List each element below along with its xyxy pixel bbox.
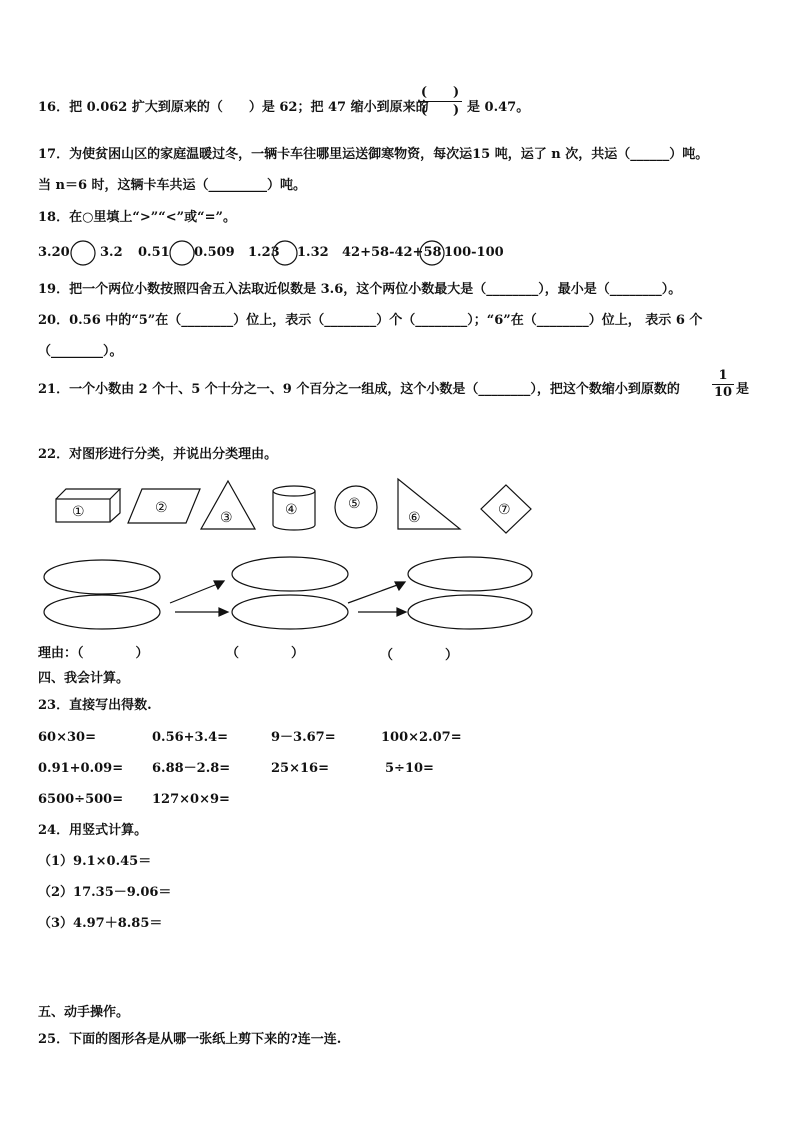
q22-figures [0, 470, 794, 650]
q18-title: 18．在○里填上“>”“<”或“=”。 [38, 210, 236, 225]
q16-fraction-numerator: ( ) [420, 85, 460, 100]
section-5-heading: 五、动手操作。 [38, 1005, 130, 1020]
q25-title: 25．下面的图形各是从哪一张纸上剪下来的?连一连. [38, 1032, 342, 1047]
q23-r1c3: 9－3.67= [271, 730, 336, 745]
q18-item-4-right: 100-100 [444, 245, 504, 260]
q18-circle-2[interactable] [170, 241, 194, 265]
class-ellipse-left-bottom[interactable] [44, 595, 160, 629]
q23-r3c1: 6500÷500= [38, 792, 124, 807]
q18-item-3-right: 1.32 [297, 245, 329, 260]
shape-2-label: ② [155, 500, 168, 516]
shape-7-diamond [481, 485, 531, 533]
q23-r2c4: 5÷10= [385, 761, 434, 776]
q18-item-4-left: 42+58-42+58 [342, 245, 442, 260]
q18-item-2-left: 0.51 [138, 245, 170, 260]
q21-tail: 是 [736, 382, 750, 397]
shape-1-cuboid [56, 489, 120, 522]
q22-reason-1: 理由：（ ） [38, 646, 149, 661]
arrow-mid-to-right-top [348, 582, 405, 603]
shape-5-circle [335, 486, 377, 528]
q18-item-3-left: 1.23 [248, 245, 280, 260]
shape-6-right-triangle [398, 479, 460, 529]
q24-item-3: （3）4.97＋8.85＝ [38, 916, 163, 931]
q23-r2c3: 25×16= [271, 761, 329, 776]
q23-r3c2: 127×0×9= [152, 792, 230, 807]
q24-title: 24．用竖式计算。 [38, 823, 148, 838]
shape-5-label: ⑤ [348, 496, 361, 512]
class-ellipse-right-top[interactable] [408, 557, 532, 591]
shape-4-cylinder [273, 486, 315, 530]
q18-item-1-right: 3.2 [100, 245, 123, 260]
q23-r1c4: 100×2.07= [381, 730, 462, 745]
q22-reason-2: （ ） [226, 646, 305, 661]
q23-r2c1: 0.91+0.09= [38, 761, 124, 776]
class-ellipse-mid-top[interactable] [232, 557, 348, 591]
q21-fraction-numerator: 1 [718, 368, 728, 383]
section-4-heading: 四、我会计算。 [38, 671, 130, 686]
q18-circle-4[interactable] [420, 241, 444, 265]
arrow-left-to-mid-bottom [175, 608, 228, 616]
class-ellipse-mid-bottom[interactable] [232, 595, 348, 629]
q18-circle-1[interactable] [71, 241, 95, 265]
class-ellipse-left-top[interactable] [44, 560, 160, 594]
arrow-left-to-mid-top [170, 581, 224, 603]
q18-item-1-left: 3.20 [38, 245, 70, 260]
q23-r1c1: 60×30= [38, 730, 96, 745]
q20-line2: （________）。 [38, 344, 123, 359]
q16-text: 16．把 0.062 扩大到原来的（ ）是 62；把 47 缩小到原来的 [38, 100, 429, 115]
shape-3-label: ③ [220, 510, 233, 526]
q19-text: 19．把一个两位小数按照四舍五入法取近似数是 3.6，这个两位小数最大是（________），最小是（________）。 [38, 282, 682, 297]
q22-title: 22．对图形进行分类，并说出分类理由。 [38, 447, 278, 462]
q24-item-1: （1）9.1×0.45＝ [38, 854, 152, 869]
q24-item-2: （2）17.35－9.06＝ [38, 885, 172, 900]
q21-fraction-denominator: 10 [713, 385, 733, 400]
q17-line2: 当 n＝6 时，这辆卡车共运（_________）吨。 [38, 178, 307, 193]
q21-fraction [712, 368, 734, 401]
shape-3-triangle [201, 481, 255, 529]
shape-6-label: ⑥ [408, 510, 421, 526]
shape-7-label: ⑦ [498, 502, 511, 518]
shape-4-label: ④ [285, 502, 298, 518]
shape-2-parallelogram [128, 489, 200, 523]
shape-1-label: ① [72, 504, 85, 520]
arrow-mid-to-right-bottom [358, 608, 406, 616]
q23-r2c2: 6.88－2.8= [152, 761, 231, 776]
q16-fraction-denominator: ( ) [420, 103, 460, 118]
q16-tail: 是 0.47。 [467, 100, 530, 115]
q21-text: 21．一个小数由 2 个十、5 个十分之一、9 个百分之一组成，这个小数是（________），把这个数缩小到原数的 [38, 382, 680, 397]
q17-line1: 17．为使贫困山区的家庭温暖过冬，一辆卡车往哪里运送御寒物资，每次运15 吨，运了 n 次，共运（______）吨。 [38, 147, 709, 162]
q23-title: 23．直接写出得数. [38, 698, 152, 713]
q20-line1: 20．0.56 中的“5”在（________）位上，表示（________）个（________）；“6”在（________）位上， 表示 6 个 [38, 313, 703, 328]
q22-reason-3: （ ） [380, 648, 459, 663]
q18-answer-circles [0, 238, 794, 268]
class-ellipse-right-bottom[interactable] [408, 595, 532, 629]
q18-circle-3[interactable] [273, 241, 297, 265]
q23-r1c2: 0.56+3.4= [152, 730, 229, 745]
q18-item-2-right: 0.509 [194, 245, 235, 260]
q16-fraction [418, 84, 462, 119]
